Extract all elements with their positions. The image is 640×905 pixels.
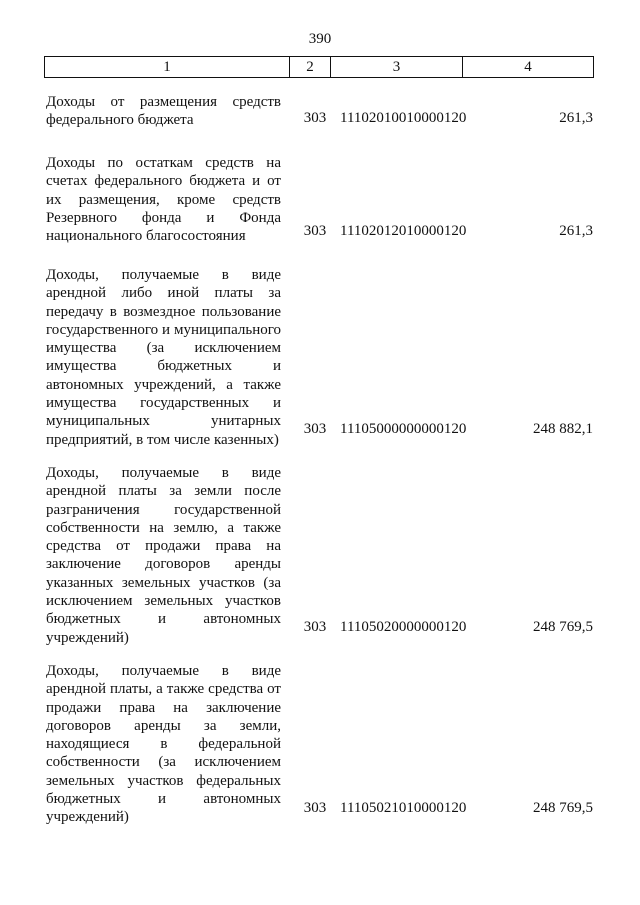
- row-amount: 248 769,5: [533, 619, 593, 635]
- row-admin-code: 303: [303, 223, 327, 239]
- row-admin-code: 303: [303, 800, 327, 816]
- row-description: Доходы, получаемые в виде арендной платы за земли после разграничения государственной собственности на землю, а также средства от продажи права на заключение договоров аренды указанных земельных участков (за исключением земельных участков бюджетных и автономных учреждений): [46, 465, 281, 646]
- row-admin-code: 303: [303, 110, 327, 126]
- row-amount: 248 769,5: [533, 800, 593, 816]
- row-amount: 261,3: [559, 110, 593, 126]
- row-admin-code: 303: [303, 619, 327, 635]
- row-description: Доходы, получаемые в виде арендной либо иной платы за передачу в возмездное пользование государственного и муниципального имущества (за исключением имущества бюджетных и автономных учреждений, а также имущества государственных и муниципальных унитарных предприятий, в том числе казенных): [46, 267, 281, 448]
- row-description: Доходы, получаемые в виде арендной платы, а также средства от продажи права на заключение договоров аренды за земли, находящиеся в федеральной собственности (за исключением земельных участков федеральных бюджетных и автономных учреждений): [46, 663, 281, 826]
- column-header-table: [44, 56, 594, 78]
- row-amount: 248 882,1: [533, 421, 593, 437]
- column-header-1: 1: [45, 57, 290, 78]
- row-amount: 261,3: [559, 223, 593, 239]
- page-number: 390: [308, 31, 332, 47]
- row-budget-code: 11105000000000120: [340, 421, 467, 437]
- column-header-2: 2: [290, 57, 331, 78]
- row-admin-code: 303: [303, 421, 327, 437]
- row-budget-code: 11105020000000120: [340, 619, 467, 635]
- row-budget-code: 11102010010000120: [340, 110, 467, 126]
- row-budget-code: 11102012010000120: [340, 223, 467, 239]
- row-budget-code: 11105021010000120: [340, 800, 467, 816]
- column-header-row: [45, 57, 594, 78]
- column-header-3: 3: [331, 57, 463, 78]
- column-header-4: 4: [463, 57, 594, 78]
- row-description: Доходы от размещения средств федерального бюджета: [46, 94, 281, 129]
- row-description: Доходы по остаткам средств на счетах федерального бюджета и от их размещения, кроме средств Резервного фонда и Фонда национального благосостояния: [46, 155, 281, 245]
